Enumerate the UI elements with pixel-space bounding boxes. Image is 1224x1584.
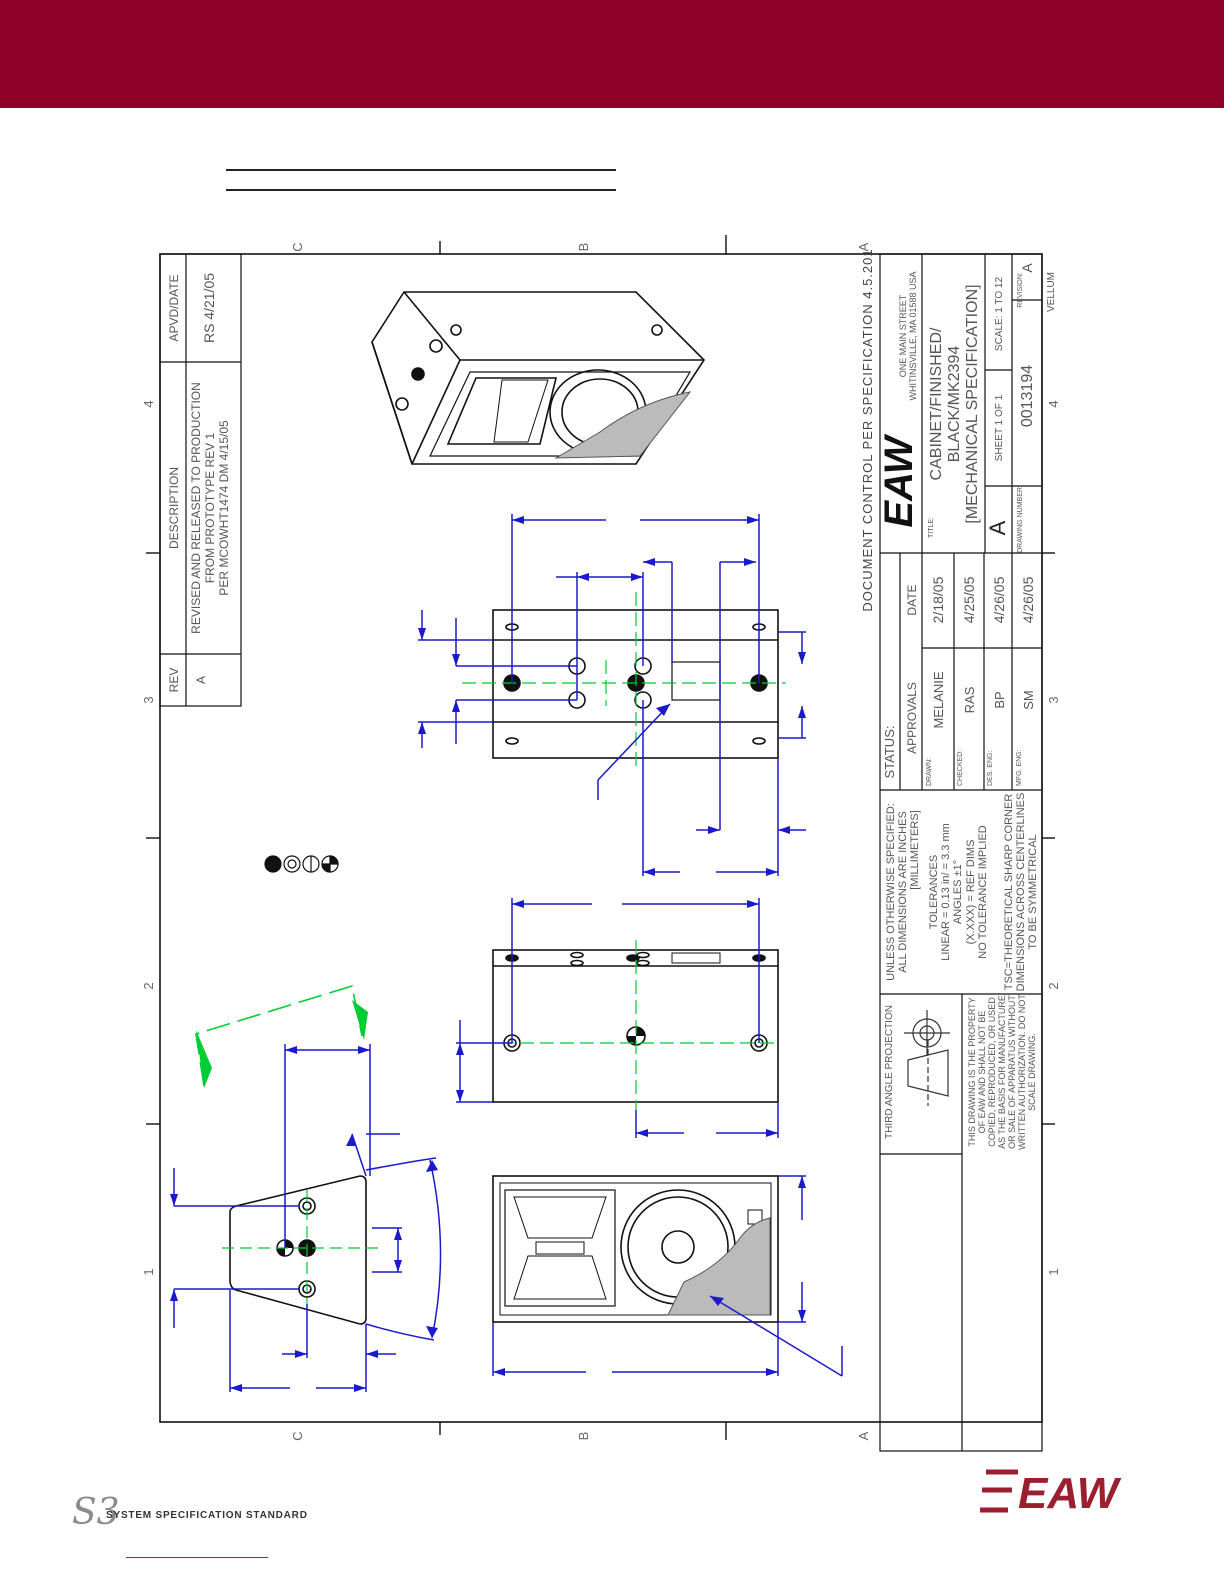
zone-letter-bottom-a: A (856, 1431, 871, 1441)
approval-date-mfg-eng: 4/26/05 (1020, 576, 1036, 624)
projection-label: THIRD ANGLE PROJECTION (884, 1005, 895, 1139)
side-view-angle-indicator (196, 986, 368, 1088)
zone-letter-top-c: C (290, 242, 305, 252)
approvals-label: APPROVALS (905, 682, 919, 754)
zone-number-left-3: 3 (141, 696, 156, 704)
zone-letter-top-b: B (576, 242, 591, 252)
rev-header-description: DESCRIPTION (167, 466, 181, 550)
rev-description-line-3: PER MCOWHT1474 DM 4/15/05 (217, 420, 231, 596)
zone-number-left-4: 4 (141, 400, 156, 408)
drawing-number: 0013194 (1019, 364, 1036, 428)
approval-name-des-eng: BP (992, 691, 1007, 709)
sheet-size: A (985, 520, 1010, 536)
zone-number-right-2: 2 (1046, 982, 1061, 990)
note-tol-2: LINEAR = 0.13 in/ = 3.3 mm (940, 823, 952, 961)
zone-letter-bottom-b: B (576, 1431, 591, 1441)
revision-value: A (1019, 263, 1035, 273)
svg-text:EAW: EAW (877, 436, 921, 528)
footer-link-line (126, 1557, 268, 1558)
approval-name-checked: RAS (962, 686, 977, 714)
date-label: DATE (905, 584, 919, 616)
s3-standard-mark (72, 1492, 332, 1532)
eaw-logo-titleblock (877, 433, 921, 527)
zone-number-right-3: 3 (1046, 696, 1061, 704)
approval-role-des-eng: DES. ENG: (987, 750, 994, 786)
zone-number-left-2: 2 (141, 982, 156, 990)
approval-role-checked: CHECKED: (957, 749, 964, 786)
title-line-1: CABINET/FINISHED/ (928, 327, 945, 481)
note-tol-1: TOLERANCES (928, 854, 940, 930)
title-label: TITLE: (928, 516, 935, 538)
isometric-grille-hatch (556, 392, 690, 458)
note-tol-5: NO TOLERANCE IMPLIED (977, 825, 989, 959)
note-tol-4: (X.XXX) = REF DIMS (965, 839, 977, 945)
rev-apvd-date: RS 4/21/05 (201, 272, 217, 344)
property-line-7: SCALE DRAWING. (1027, 1033, 1037, 1111)
note-tol-8: TO BE SYMMETRICAL (1027, 834, 1039, 950)
property-line-5: OR SALE OF APPARATUS WITHOUT (1007, 995, 1017, 1149)
address-line-2: WHITINSVILLE, MA 01588 USA (908, 271, 918, 401)
approval-name-mfg-eng: SM (1021, 690, 1036, 710)
dimension-arrowheads (170, 516, 806, 1392)
zone-letter-bottom-c: C (290, 1431, 305, 1441)
property-line-1: THIS DRAWING IS THE PROPERTY (967, 997, 977, 1147)
side-view (230, 1176, 366, 1324)
revision-label: REVISION: (1017, 272, 1024, 308)
zone-number-right-4: 4 (1046, 400, 1061, 408)
rev-header-rev: REV (167, 667, 181, 693)
note-tol-6: TSC=THEORETICAL SHARP CORNER (1003, 793, 1015, 991)
sheet-scale: SCALE: 1 TO 12 (994, 276, 1005, 352)
zone-letter-top-a: A (856, 242, 871, 252)
note-tol-7: DIMENSIONS ACROSS CENTERLINES (1015, 792, 1027, 992)
svg-text:EAW: EAW (1018, 1469, 1119, 1516)
approval-date-checked: 4/25/05 (961, 576, 977, 624)
rev-header-apvd: APVD/DATE (167, 274, 181, 342)
note-unless-3: [MILLIMETERS] (909, 810, 921, 890)
status-label: STATUS: (882, 725, 897, 779)
zone-number-left-1: 1 (141, 1268, 156, 1276)
approval-role-mfg-eng: MFG. ENG: (1016, 749, 1023, 786)
note-unless-2: ALL DIMENSIONS ARE INCHES (897, 811, 909, 973)
mounting-symbols-legend (265, 856, 338, 872)
third-angle-projection-symbol (904, 1010, 950, 1106)
eaw-footer-logo (978, 1466, 1154, 1516)
document-control-note: DOCUMENT CONTROL PER SPECIFICATION 4.5.201 (860, 248, 875, 612)
property-line-3: COPIED, REPRODUCED, OR USED (987, 997, 997, 1147)
property-line-2: OF EAW AND SHALL NOT BE (977, 1010, 987, 1134)
title-line-3: [MECHANICAL SPECIFICATION] (964, 284, 981, 524)
rev-description-line-2: FROM PROTOTYPE REV 1 (203, 432, 217, 584)
approval-date-drawn: 2/18/05 (930, 576, 946, 624)
property-line-6: WRITTEN AUTHORIZATION. DO NOT (1017, 994, 1027, 1150)
s3-logo: S3 (72, 1492, 120, 1533)
rev-letter: A (194, 675, 208, 685)
media-note: VELLUM (1046, 271, 1057, 313)
address-line-1: ONE MAIN STREET (898, 294, 908, 378)
note-tol-3: ANGLES ±1° (952, 859, 964, 925)
zone-number-right-1: 1 (1046, 1268, 1061, 1276)
note-unless-1: UNLESS OTHERWISE SPECIFIED: (885, 803, 897, 981)
property-line-4: AS THE BASIS FOR MANUFACTURE (997, 995, 1007, 1149)
title-line-2: BLACK/MK2394 (946, 345, 963, 463)
rev-description-line-1: REVISED AND RELEASED TO PRODUCTION (189, 382, 203, 634)
s3-standard-text: SYSTEM SPECIFICATION STANDARD (106, 1510, 308, 1521)
approval-name-drawn: MELANIE (931, 671, 946, 729)
approval-role-drawn: DRAWN: (926, 757, 933, 786)
approval-date-des-eng: 4/26/05 (991, 576, 1007, 624)
sheet-number: SHEET 1 OF 1 (994, 394, 1005, 462)
drawing-number-label: DRAWING NUMBER (1017, 487, 1024, 553)
